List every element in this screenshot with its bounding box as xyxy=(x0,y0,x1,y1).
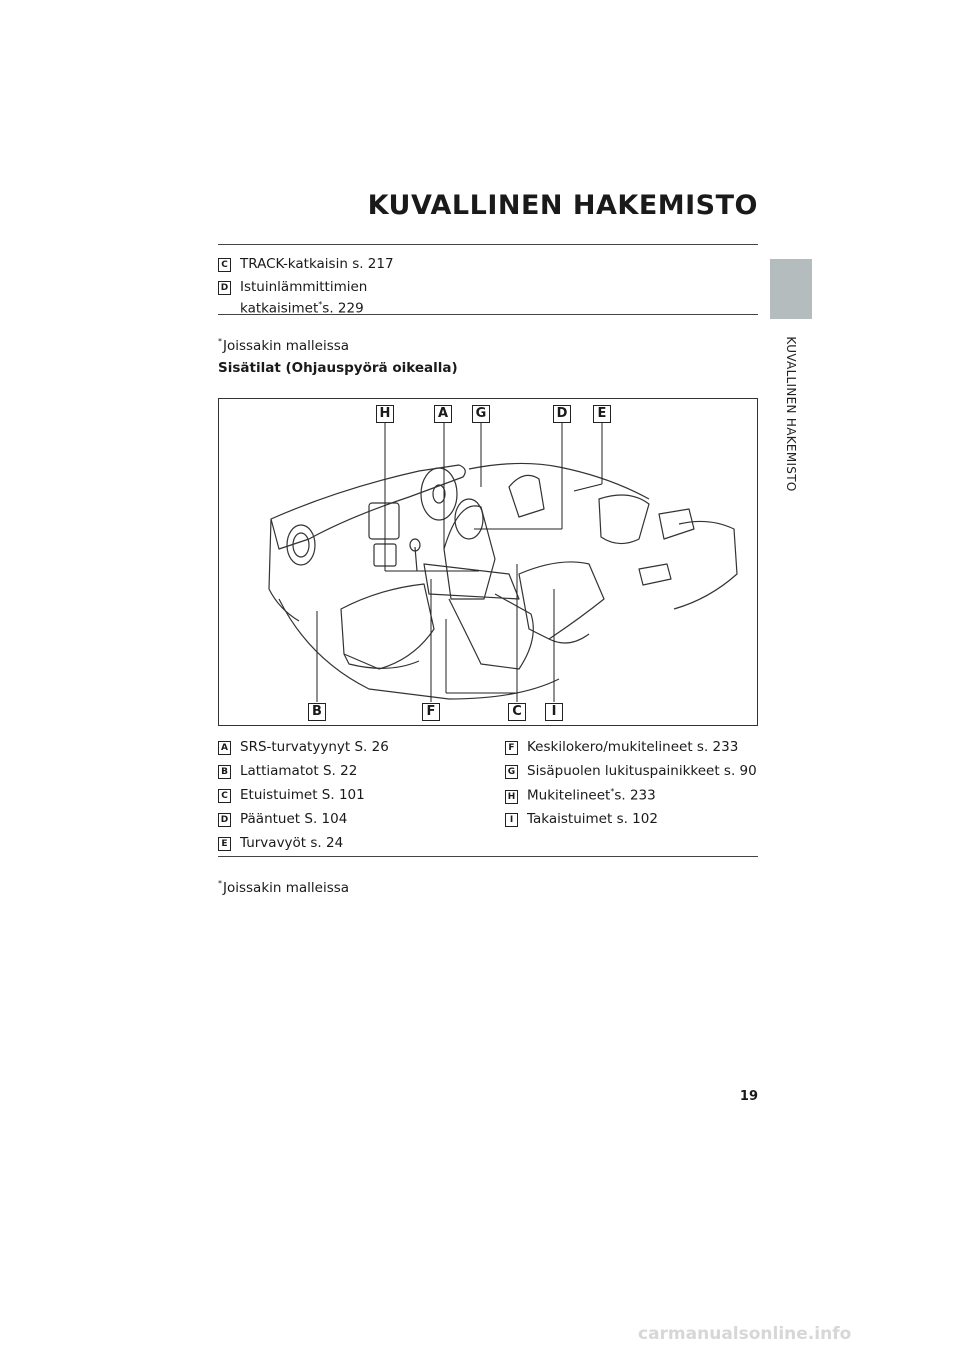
callout-d: D xyxy=(553,405,571,423)
footnote-text: Joissakin malleissa xyxy=(223,338,350,354)
list-item-text: TRACK-katkaisin s. 217 xyxy=(240,256,394,272)
key-badge-c: C xyxy=(218,258,231,272)
car-interior-drawing xyxy=(219,399,759,727)
callout-e: E xyxy=(593,405,611,423)
legend-item-e xyxy=(218,835,343,851)
key-badge-i: I xyxy=(505,813,518,827)
list-item-text: Istuinlämmittimien xyxy=(240,279,368,295)
legend-text: Lattiamatot S. 22 xyxy=(240,763,358,779)
page-number: 19 xyxy=(739,1089,758,1104)
footnote xyxy=(218,337,349,354)
callout-b: B xyxy=(308,703,326,721)
section-title: Sisätilat (Ohjauspyörä oikealla) xyxy=(218,360,458,376)
legend-item-a xyxy=(218,739,389,755)
key-badge-d: D xyxy=(218,281,231,295)
callout-g: G xyxy=(472,405,490,423)
legend-item-f xyxy=(505,739,738,755)
legend-text: Keskilokero/mukitelineet s. 233 xyxy=(527,739,739,755)
legend-text: Turvavyöt s. 24 xyxy=(240,835,344,851)
divider xyxy=(218,314,758,315)
interior-illustration xyxy=(218,398,758,726)
list-item-page-ref: s. 229 xyxy=(322,300,364,317)
legend-item-b xyxy=(218,763,357,779)
footnote-text: Joissakin malleissa xyxy=(223,880,350,896)
footnote-mark: * xyxy=(610,787,615,796)
key-badge-a: A xyxy=(218,741,231,755)
watermark-text: carmanualsonline.info xyxy=(638,1324,852,1344)
side-tab-marker xyxy=(770,259,812,319)
callout-f: F xyxy=(422,703,440,721)
callout-c: C xyxy=(508,703,526,721)
callout-h: H xyxy=(376,405,394,423)
footnote-mark: * xyxy=(218,879,222,888)
callout-i: I xyxy=(545,703,563,721)
key-badge-g: G xyxy=(505,765,518,779)
legend-item-d xyxy=(218,811,347,827)
list-item-d-top xyxy=(218,279,367,318)
callout-a: A xyxy=(434,405,452,423)
legend-item-c xyxy=(218,787,365,803)
divider xyxy=(218,856,758,857)
legend-text: Takaistuimet s. 102 xyxy=(527,811,658,827)
list-item-c-top xyxy=(218,256,394,273)
legend-text: Etuistuimet S. 101 xyxy=(240,787,365,803)
key-badge-f: F xyxy=(505,741,518,755)
key-badge-d: D xyxy=(218,813,231,827)
legend-text: Sisäpuolen lukituspainikkeet s. 90 xyxy=(527,763,757,779)
list-item-text-cont: katkaisimet xyxy=(240,300,319,317)
key-badge-h: H xyxy=(505,790,518,804)
legend-item-i xyxy=(505,811,658,827)
legend-text: Mukitelineet xyxy=(527,787,611,804)
key-badge-c: C xyxy=(218,789,231,803)
legend-text: SRS-turvatyynyt S. 26 xyxy=(240,739,389,755)
footnote-mark: * xyxy=(218,337,222,346)
legend-text: Pääntuet S. 104 xyxy=(240,811,348,827)
key-badge-b: B xyxy=(218,765,231,779)
legend-page-ref: s. 233 xyxy=(614,787,656,804)
side-tab-label: KUVALLINEN HAKEMISTO xyxy=(784,336,798,492)
footnote xyxy=(218,879,349,896)
footnote-mark: * xyxy=(318,300,323,309)
header-rule xyxy=(218,244,758,245)
page-title: KUVALLINEN HAKEMISTO xyxy=(367,190,758,221)
key-badge-e: E xyxy=(218,837,231,851)
legend-item-g xyxy=(505,763,757,779)
legend-item-h xyxy=(505,787,656,804)
